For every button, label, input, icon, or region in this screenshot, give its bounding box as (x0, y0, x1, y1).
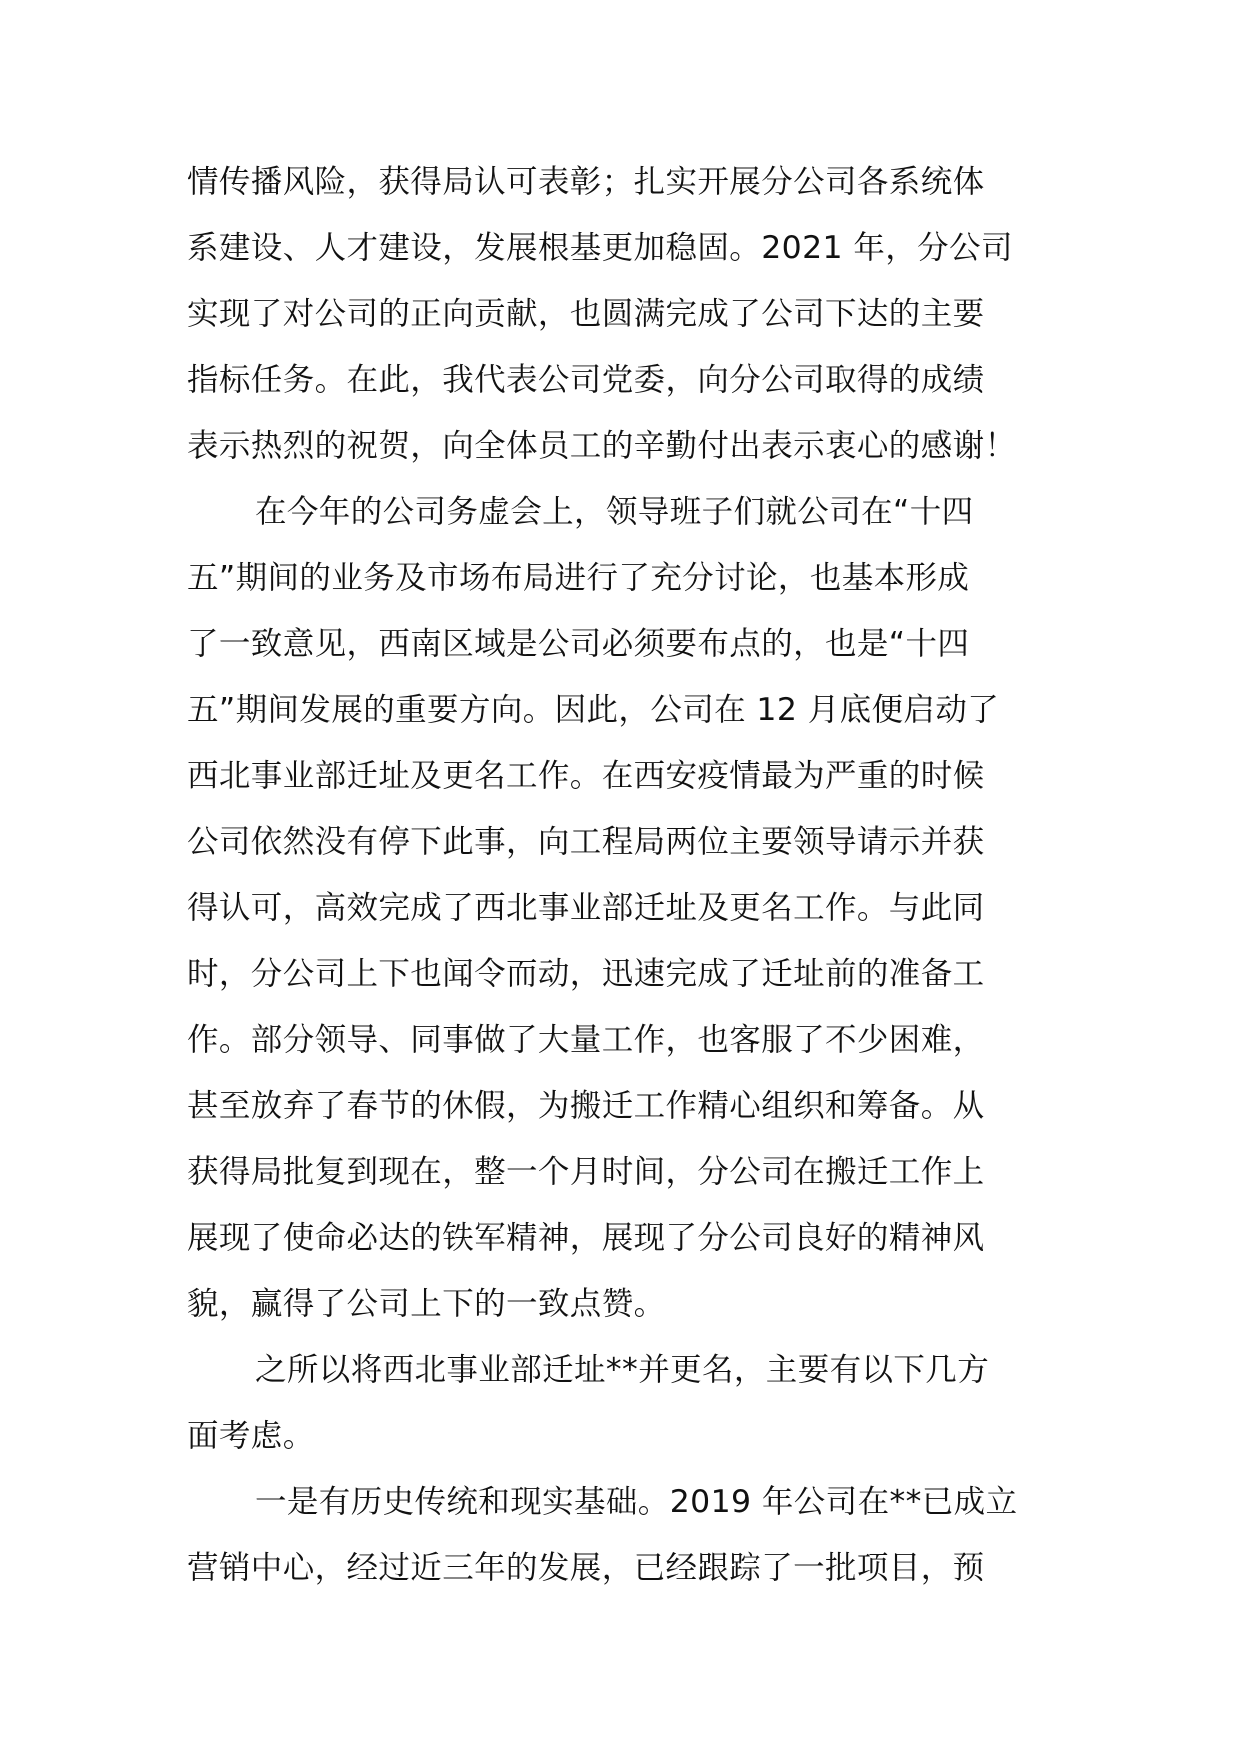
text-line: 得认可，高效完成了西北事业部迁址及更名工作。与此同 (187, 890, 985, 926)
text-line: 五”期间的业务及市场布局进行了充分讨论，也基本形成 (187, 560, 970, 596)
text-line: 面考虑。 (187, 1418, 315, 1454)
body-text (187, 149, 1057, 1601)
text-line: 甚至放弃了春节的休假，为搬迁工作精心组织和筹备。从 (187, 1088, 985, 1124)
text-line: 营销中心，经过近三年的发展，已经跟踪了一批项目，预 (187, 1550, 985, 1586)
text-line: 展现了使命必达的铁军精神，展现了分公司良好的精神风 (187, 1220, 985, 1256)
text-line: 实现了对公司的正向贡献，也圆满完成了公司下达的主要 (187, 296, 985, 332)
text-line: 西北事业部迁址及更名工作。在西安疫情最为严重的时候 (187, 758, 985, 794)
text-line: 时，分公司上下也闻令而动，迅速完成了迁址前的准备工 (187, 956, 985, 992)
text-line: 系建设、人才建设，发展根基更加稳固。2021 年，分公司 (187, 230, 1013, 266)
paragraph-first-line: 之所以将西北事业部迁址**并更名，主要有以下几方 (255, 1352, 990, 1388)
text-line: 作。部分领导、同事做了大量工作，也客服了不少困难， (187, 1022, 985, 1058)
text-line: 获得局批复到现在，整一个月时间，分公司在搬迁工作上 (187, 1154, 985, 1190)
text-line: 公司依然没有停下此事，向工程局两位主要领导请示并获 (187, 824, 985, 860)
text-line: 指标任务。在此，我代表公司党委，向分公司取得的成绩 (187, 362, 985, 398)
text-line: 了一致意见，西南区域是公司必须要布点的，也是“十四 (187, 626, 970, 662)
paragraph-first-line: 一是有历史传统和现实基础。2019 年公司在**已成立 (255, 1484, 1018, 1520)
text-line: 情传播风险，获得局认可表彰；扎实开展分公司各系统体 (187, 164, 985, 200)
text-line: 貌，赢得了公司上下的一致点赞。 (187, 1286, 666, 1322)
text-line: 表示热烈的祝贺，向全体员工的辛勤付出表示衷心的感谢！ (187, 428, 1017, 464)
paragraph-first-line: 在今年的公司务虚会上，领导班子们就公司在“十四 (255, 494, 974, 530)
text-line: 五”期间发展的重要方向。因此，公司在 12 月底便启动了 (187, 692, 1000, 728)
